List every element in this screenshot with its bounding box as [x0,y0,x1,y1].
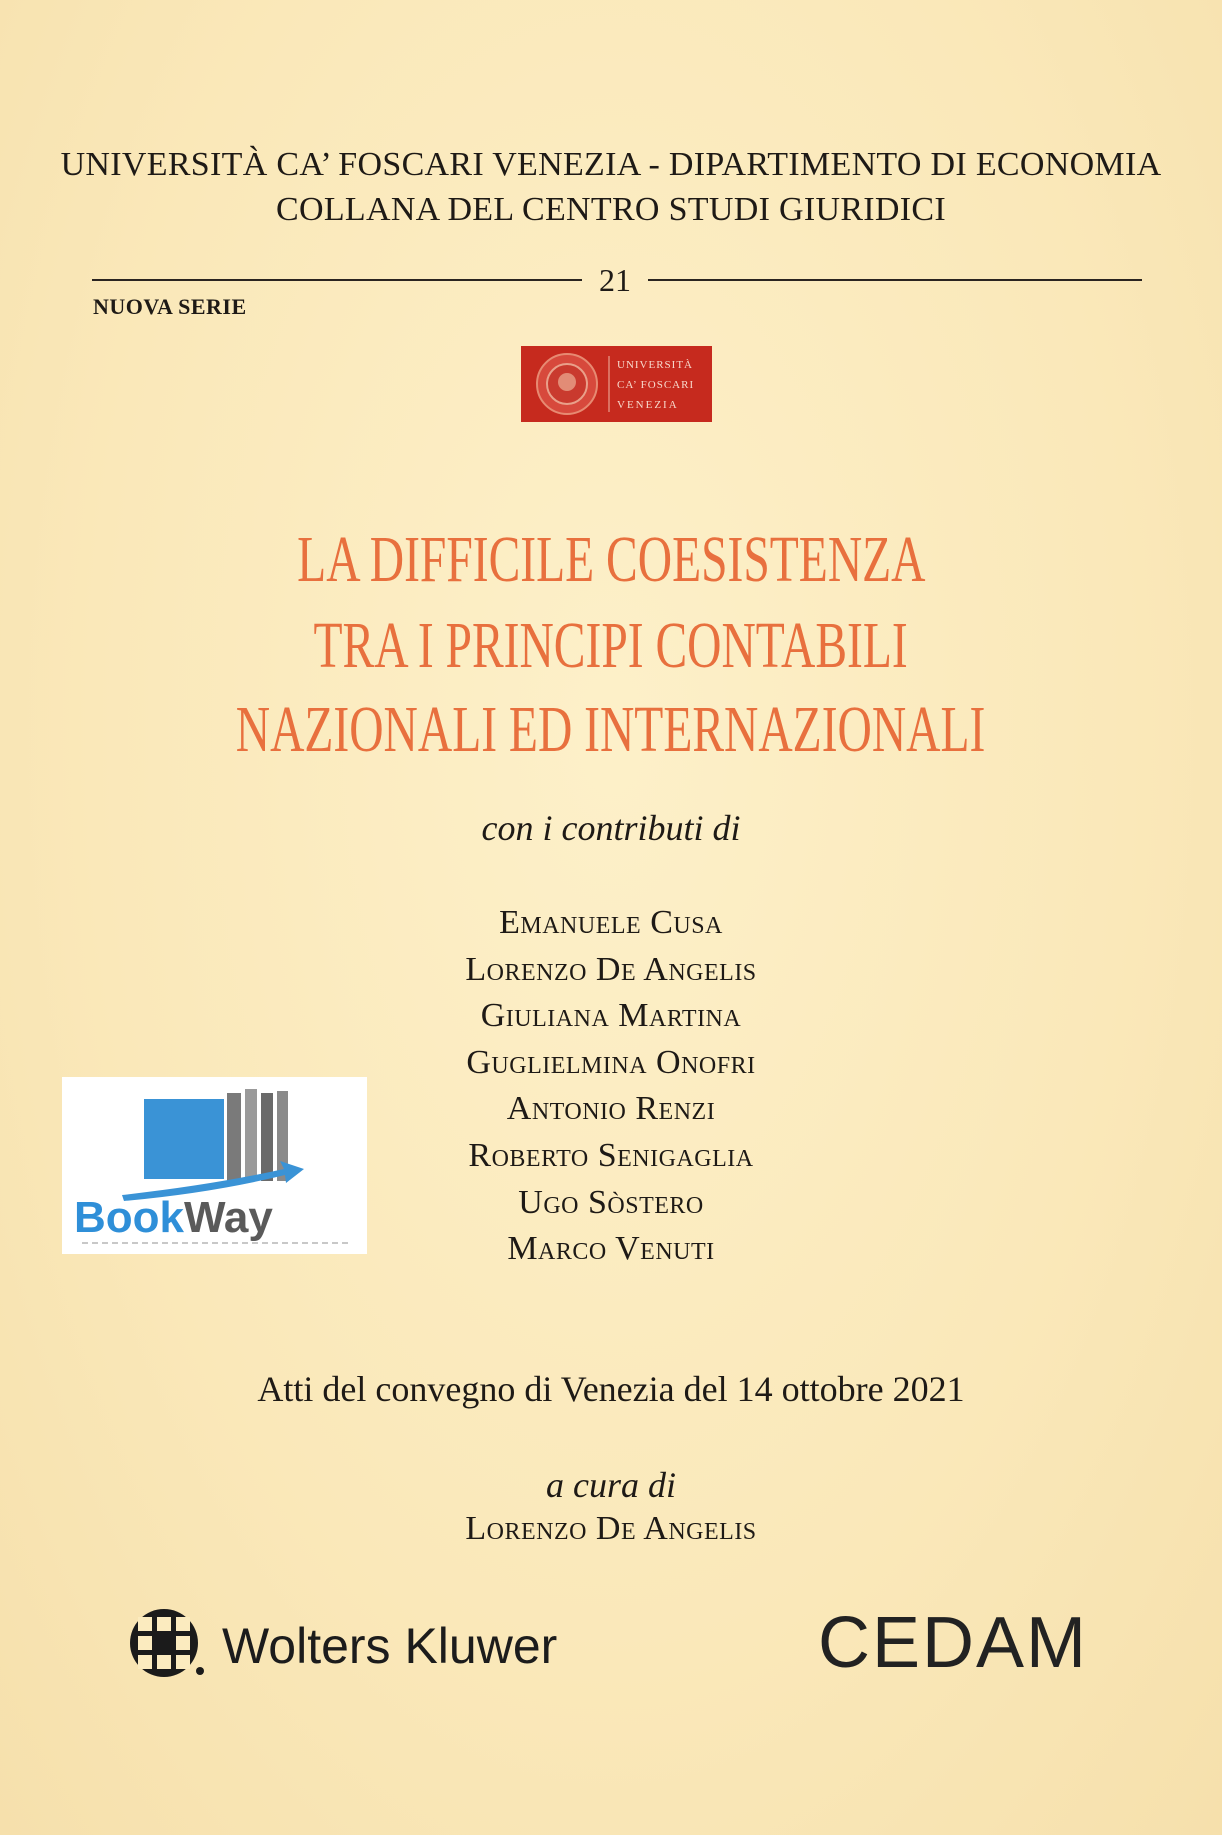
proceedings-note: Atti del convegno di Venezia del 14 ottobre 2021 [257,1369,965,1409]
seal-icon [537,354,597,414]
bookway-books-icon [122,1089,304,1201]
contributor-name: Giuliana Martina [480,997,742,1035]
logo-text-3: VENEZIA [617,399,679,411]
divider-right [648,279,1142,281]
contributor-name: Antonio Renzi [506,1090,716,1128]
contributor-name: Ugo Sòstero [518,1183,704,1221]
editor-label: a cura di [546,1465,676,1505]
header-university: UNIVERSITÀ CA’ FOSCARI VENEZIA - DIPARTIMENTO DI ECONOMIA [60,146,1162,183]
contributor-name: Guglielmina Onofri [466,1043,756,1081]
wolters-kluwer-icon [128,1605,208,1681]
contributor-name: Roberto Senigaglia [468,1136,754,1174]
book-title-line-2: TRA I PRINCIPI CONTABILI [313,609,909,682]
contributors-label: con i contributi di [481,808,741,848]
series-number: 21 [599,262,631,298]
book-title-line-1: LA DIFFICILE COESISTENZA [296,523,926,596]
book-title-line-3: NAZIONALI ED INTERNAZIONALI [236,693,986,766]
contributor-name: Emanuele Cusa [499,904,723,941]
series-name: NUOVA SERIE [93,294,247,319]
logo-text-1: UNIVERSITÀ [617,359,693,371]
divider-left [92,279,582,281]
bookway-watermark [62,1077,367,1254]
logo-text-2: CA’ FOSCARI [617,379,695,391]
bookway-logo-text: BookWay [74,1193,273,1242]
header-series-collection: COLLANA DEL CENTRO STUDI GIURIDICI [276,191,946,228]
contributor-name: Marco Venuti [507,1230,715,1268]
publisher-right: CEDAM [818,1603,1089,1683]
publisher-left: Wolters Kluwer [222,1618,558,1674]
university-logo [521,346,712,422]
editor-name: Lorenzo De Angelis [465,1510,757,1547]
contributor-name: Lorenzo De Angelis [465,950,757,988]
